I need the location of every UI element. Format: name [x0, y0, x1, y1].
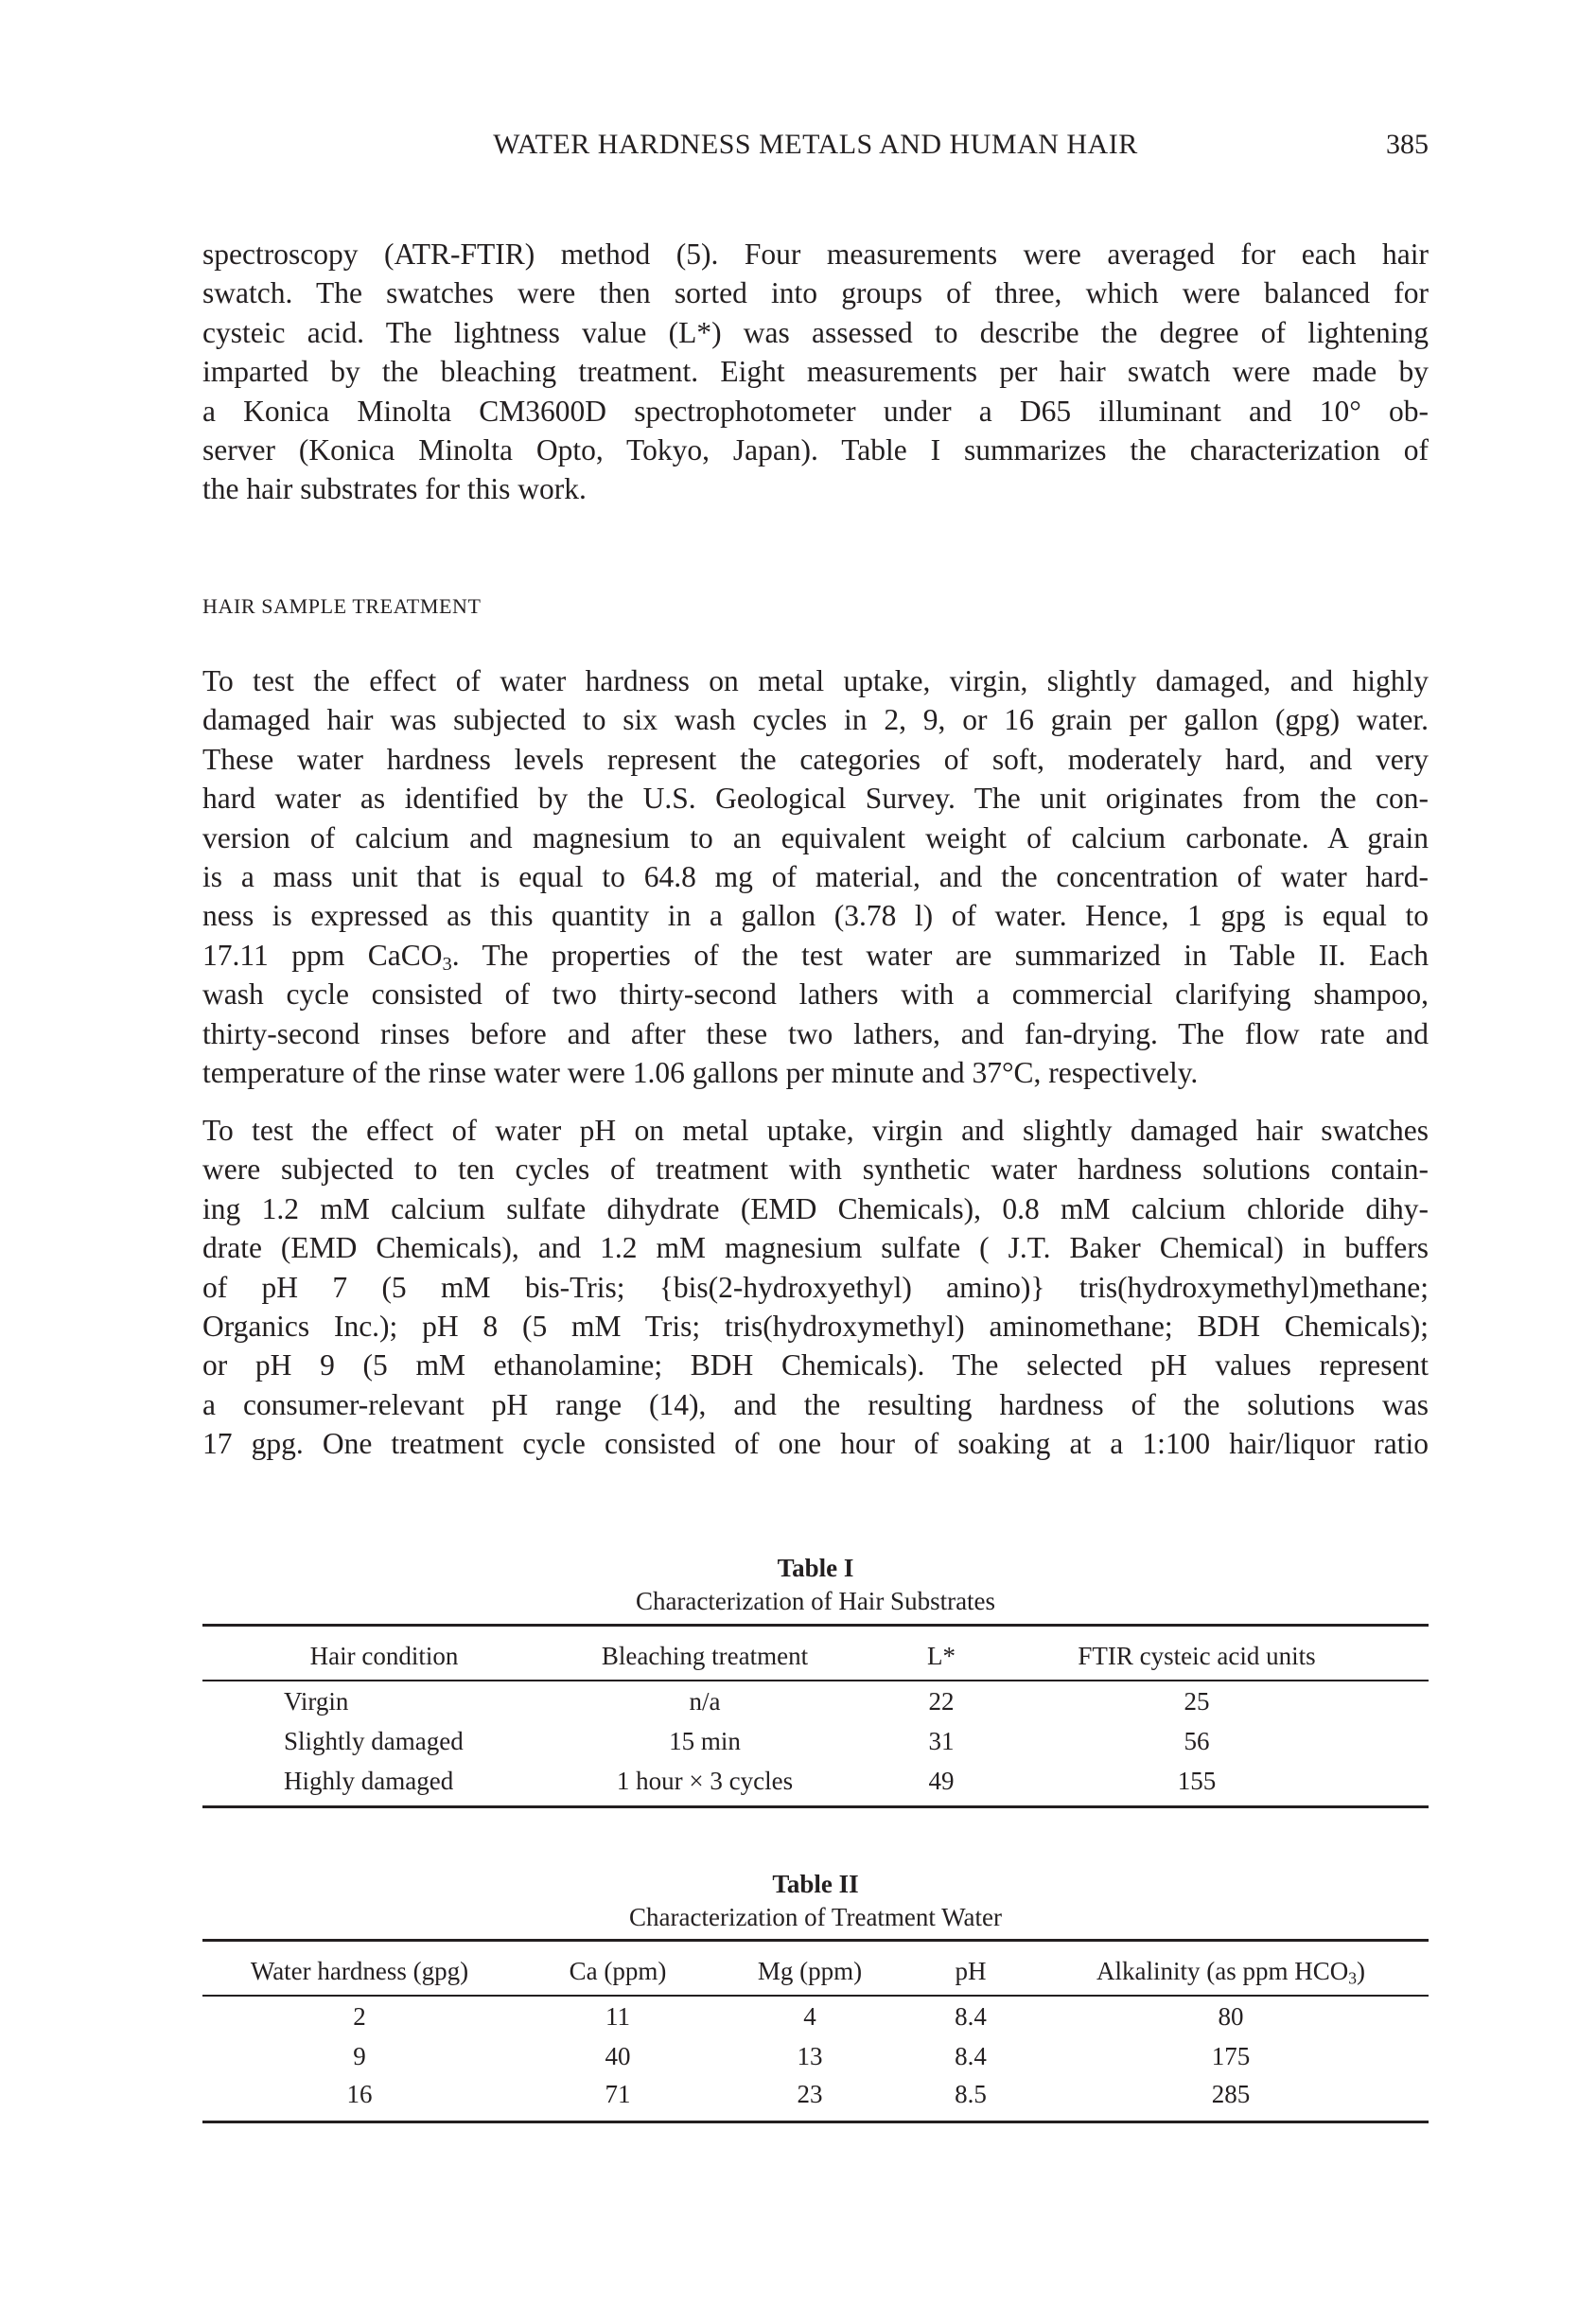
table-2-cell: 9 — [353, 2042, 366, 2070]
text-line: a Konica Minolta CM3600D spectrophotometer under a D65 illuminant and 10° ob- — [202, 394, 1429, 428]
text-line: the hair substrates for this work. — [202, 472, 587, 506]
text-line: To test the effect of water hardness on metal uptake, virgin, slightly damaged, and highly — [202, 664, 1429, 697]
table-2-cell: 40 — [605, 2042, 631, 2070]
table-2-bottom-rule — [202, 2121, 1429, 2123]
paragraph-1 — [202, 235, 1429, 509]
text-line: 17 gpg. One treatment cycle consisted of one hour of soaking at a 1:100 hair/liquor ratio — [202, 1427, 1429, 1461]
paragraph-2 — [202, 661, 1429, 1092]
paragraph-3 — [202, 1111, 1429, 1464]
text-line: thirty-second rinses before and after these two lathers, and fan-drying. The flow rate and — [202, 1016, 1429, 1050]
table-2-cell: 175 — [1211, 2042, 1251, 2070]
table-1-cell: Virgin — [284, 1687, 349, 1716]
table-1-cell: 56 — [1184, 1727, 1210, 1755]
text-line: wash cycle consisted of two thirty-second lathers with a commercial clarifying shampoo, — [202, 977, 1429, 1012]
table-2-column-header — [1096, 1955, 1365, 1987]
section-heading: HAIR SAMPLE TREATMENT — [202, 594, 482, 618]
table-1-column-header: Bleaching treatment — [601, 1642, 809, 1670]
table-1-column-header: FTIR cysteic acid units — [1078, 1642, 1316, 1670]
header-text: ) — [1357, 1957, 1365, 1985]
text-line: imparted by the bleaching treatment. Eight measurements per hair swatch were made by — [202, 355, 1429, 389]
text-line: To test the effect of water pH on metal uptake, virgin and slightly damaged hair swatches — [202, 1114, 1429, 1147]
table-1-top-rule — [202, 1624, 1429, 1627]
table-2-caption: Characterization of Treatment Water — [629, 1903, 1002, 1931]
table-1-cell: 49 — [928, 1767, 955, 1795]
table-1-cell: Highly damaged — [284, 1767, 454, 1795]
text-segment: . The properties of the test water are summarized in Table II. Each — [451, 938, 1429, 972]
text-line: of pH 7 (5 mM bis-Tris; {bis(2-hydroxyethyl) amino)} tris(hydroxymethyl)methane; — [202, 1270, 1429, 1304]
table-2-column-header: Mg (ppm) — [757, 1957, 863, 1985]
table-1-column-header: L* — [927, 1642, 956, 1670]
text-line: is a mass unit that is equal to 64.8 mg of material, and the concentration of water hard- — [202, 859, 1429, 893]
text-line: temperature of the rinse water were 1.06 gallons per minute and 37°C, respectively. — [202, 1055, 1199, 1089]
text-line: spectroscopy (ATR-FTIR) method (5). Four measurements were averaged for each hair — [202, 238, 1429, 271]
text-line: ing 1.2 mM calcium sulfate dihydrate (EMD Chemicals), 0.8 mM calcium chloride dihy- — [202, 1191, 1429, 1225]
table-2-header-rule — [202, 1995, 1429, 1997]
table-2-cell: 23 — [797, 2080, 823, 2108]
table-2-top-rule — [202, 1939, 1429, 1942]
table-2-cell: 71 — [605, 2080, 631, 2108]
subscript: 3 — [442, 953, 452, 975]
text-line: swatch. The swatches were then sorted into groups of three, which were balanced for — [202, 276, 1429, 310]
table-1-header-rule — [202, 1680, 1429, 1681]
page-number: 385 — [1386, 129, 1429, 160]
subscript: 3 — [1348, 1968, 1357, 1988]
table-2-cell: 285 — [1211, 2080, 1251, 2108]
table-2-cell: 8.4 — [955, 2002, 987, 2031]
text-line: or pH 9 (5 mM ethanolamine; BDH Chemicals). The selected pH values represent — [202, 1348, 1429, 1382]
running-header — [202, 129, 1429, 167]
text-line: hard water as identified by the U.S. Geological Survey. The unit originates from the con- — [202, 782, 1429, 816]
table-2-cell: 8.5 — [955, 2080, 987, 2108]
table-1-column-header: Hair condition — [309, 1642, 459, 1670]
text-line: were subjected to ten cycles of treatment with synthetic water hardness solutions contain- — [202, 1153, 1429, 1187]
table-1-cell: 22 — [928, 1687, 955, 1716]
table-1-caption: Characterization of Hair Substrates — [635, 1587, 996, 1615]
table-2-column-header: pH — [955, 1957, 987, 1985]
table-2-label: Table II — [772, 1870, 859, 1898]
running-title: WATER HARDNESS METALS AND HUMAN HAIR — [493, 129, 1138, 160]
text-line: version of calcium and magnesium to an equivalent weight of calcium carbonate. A grain — [202, 820, 1429, 854]
text-line: damaged hair was subjected to six wash cycles in 2, 9, or 16 grain per gallon (gpg) water. — [202, 703, 1429, 737]
text-line: server (Konica Minolta Opto, Tokyo, Japan). Table I summarizes the characterization of — [202, 432, 1429, 466]
text-line: ness is expressed as this quantity in a gallon (3.78 l) of water. Hence, 1 gpg is equal to — [202, 899, 1429, 933]
table-1-cell: Slightly damaged — [284, 1727, 464, 1755]
table-1-cell: n/a — [689, 1687, 721, 1716]
text-line — [202, 936, 1429, 975]
table-1-cell: 15 min — [669, 1727, 741, 1755]
table-1-cell: 31 — [928, 1727, 955, 1755]
header-text: Alkalinity (as ppm HCO — [1096, 1957, 1349, 1985]
text-line: drate (EMD Chemicals), and 1.2 mM magnesium sulfate ( J.T. Baker Chemical) in buffers — [202, 1231, 1429, 1265]
text-line: These water hardness levels represent the categories of soft, moderately hard, and very — [202, 742, 1429, 776]
table-2-cell: 4 — [803, 2002, 816, 2031]
table-1-label: Table I — [777, 1554, 854, 1582]
table-1-cell: 155 — [1177, 1767, 1217, 1795]
text-line: a consumer-relevant pH range (14), and the resulting hardness of the solutions was — [202, 1387, 1429, 1421]
table-2-cell: 16 — [346, 2080, 373, 2108]
text-line: Organics Inc.); pH 8 (5 mM Tris; tris(hydroxymethyl) aminomethane; BDH Chemicals); — [202, 1309, 1429, 1343]
table-2-cell: 80 — [1218, 2002, 1244, 2031]
table-2-cell: 8.4 — [955, 2042, 987, 2070]
table-2-column-header: Ca (ppm) — [569, 1957, 667, 1985]
table-2-cell: 11 — [605, 2002, 630, 2031]
table-2-cell: 2 — [353, 2002, 366, 2031]
text-segment: 17.11 ppm CaCO — [202, 938, 443, 972]
text-line: cysteic acid. The lightness value (L*) was assessed to describe the degree of lightening — [202, 315, 1429, 349]
table-2-cell: 13 — [797, 2042, 823, 2070]
table-1-cell: 1 hour × 3 cycles — [616, 1767, 794, 1795]
table-1-cell: 25 — [1184, 1687, 1210, 1716]
table-1-bottom-rule — [202, 1805, 1429, 1808]
table-2-column-header: Water hardness (gpg) — [250, 1957, 469, 1985]
